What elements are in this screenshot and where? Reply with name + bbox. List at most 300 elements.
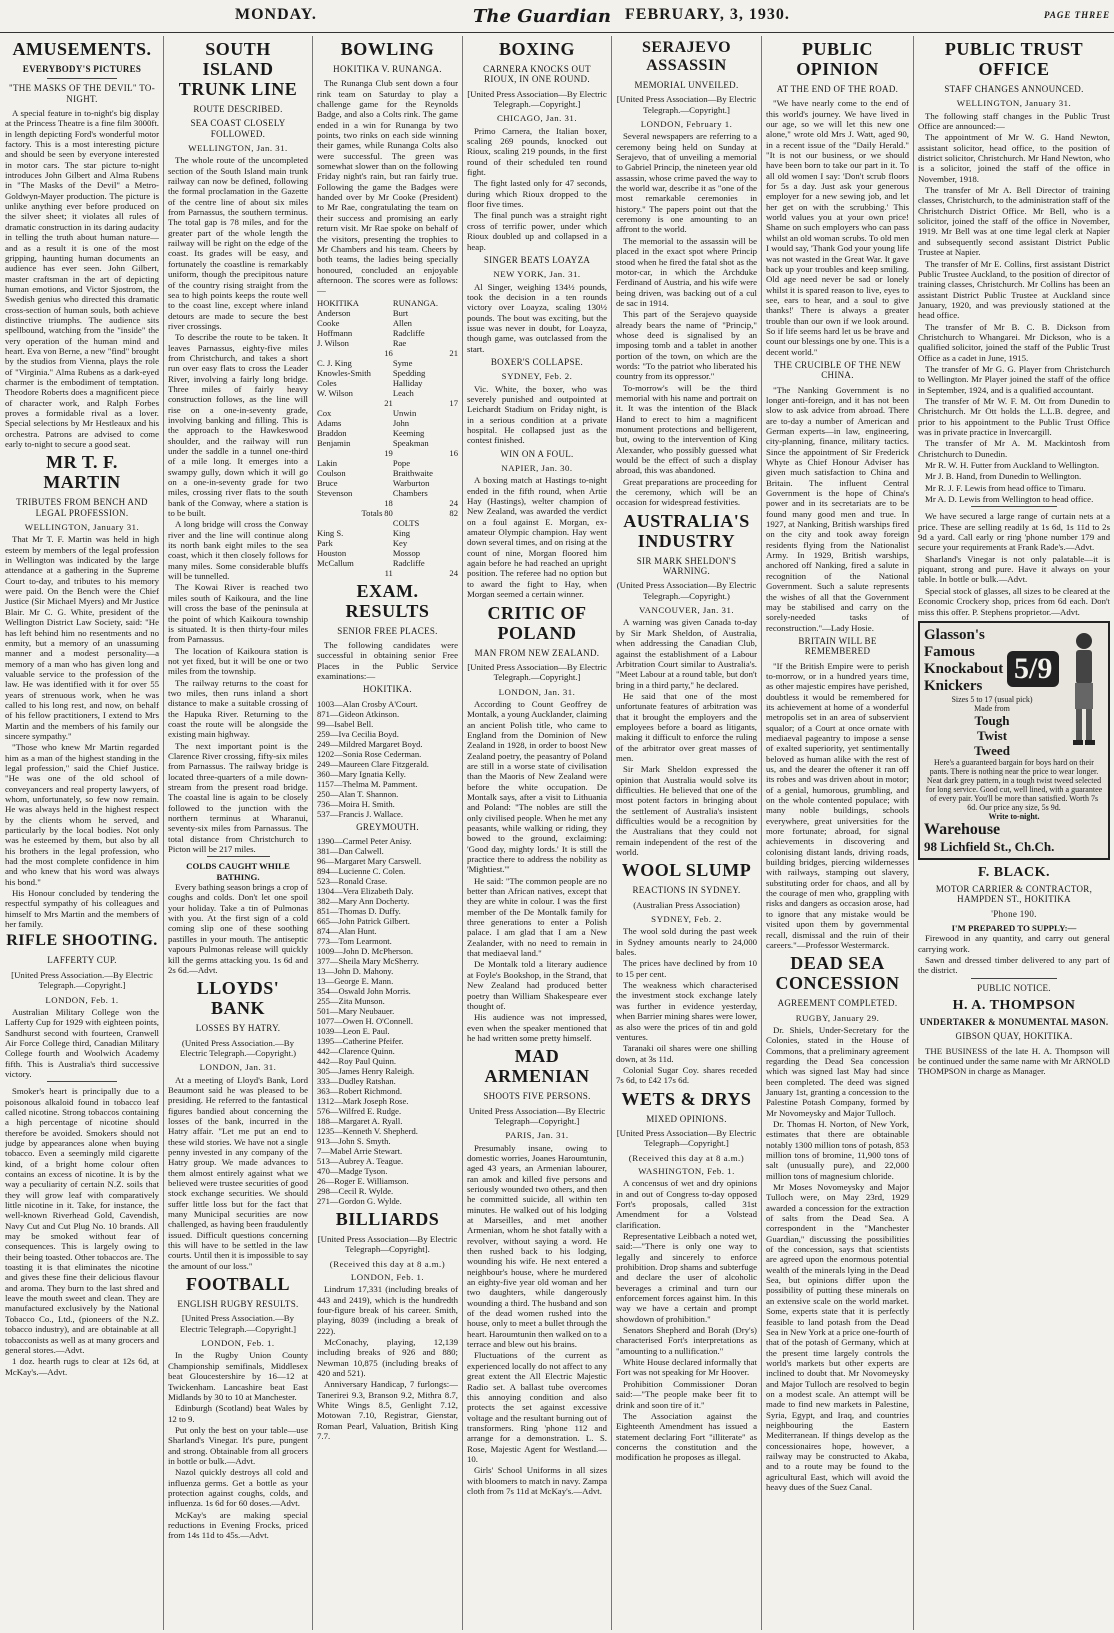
bowling-subheading: HOKITIKA V. RUNANGA. bbox=[333, 64, 442, 74]
exam-hokitika-list bbox=[317, 699, 458, 819]
lloyds-subheading: LOSSES BY HATRY. bbox=[195, 1023, 281, 1034]
amusements-feature: "THE MASKS OF THE DEVIL" TO-NIGHT. bbox=[8, 83, 155, 104]
glasson-sizes: Sizes 5 to 17 (usual pick) bbox=[951, 694, 1033, 704]
candidate-entry: 1390—Carmel Peter Anisy. bbox=[317, 835, 412, 846]
candidate-entry: 1157—Thelma M. Pamment. bbox=[317, 778, 418, 789]
candidate-entry: 249—Maureen Clare Fitzgerald. bbox=[317, 758, 429, 769]
black-body: Sawn and dressed timber delivered to any part of the district. bbox=[918, 954, 1110, 976]
armenian-subheading: SHOOTS FIVE PERSONS. bbox=[483, 1091, 591, 1102]
trust-dateline: WELLINGTON, January 31. bbox=[956, 98, 1072, 109]
wool-body: Colonial Sugar Coy. shares receded 7s 6d, to £42 17s 6d. bbox=[616, 1064, 757, 1086]
divider bbox=[207, 856, 270, 857]
candidate-entry: 360—Mary Ignatia Kelly. bbox=[317, 768, 406, 779]
collapse-dateline: SYDNEY, Feb. 2. bbox=[501, 371, 573, 382]
lloyds-body: At a meeting of Lloyd's Bank, Lord Beaumont said he was pleased to be presiding. He referred to the fantastical figures bandied about concerning the losses of the bank, incurred in the Hatry affair. "Let me put an end to these wild stories. We have not a single penny invested in any company of the Hatry group. We made advances to them almost entirely against what we believed were trustee securities of good stock exchange securities. We should suffer little loss but for the fact that many Municipal securities are now challenged, as having been fraudulently issued. Difficult questions concerning this will have to be settled in the law courts. Until then it is impossible to say the amount of our loss." bbox=[168, 1074, 308, 1271]
candidate-entry: 851—Thomas D. Duffy. bbox=[317, 905, 401, 916]
foul-heading: WIN ON A FOUL. bbox=[500, 448, 574, 459]
wets-body: The Association against the Eighteenth Amendment has issued a statement declaring Fort "illiterate" as concerns the constitution and the modification he proposes as illegal. bbox=[616, 1410, 757, 1463]
martin-body: That Mr T. F. Martin was held in high esteem by members of the legal profession in Wellington was indicated by the large attendance at a gathering in the Supreme Court to-day, and tributes to his memory were paid. On the Bench were the Chief Justice (Sir Michael Myers) and Mr Justice Blair. Mr C. G. White, president of the Wellington District Law Society, said: "He has left behind him no resentments and no enmity, but a memory of an unassuming manner and a modest personality—a memory of a man who has given long and valuable service to the profession of the law. He was identified with it for over 55 years of strenuous work, when he was called to his long rest, and now, on behalf of his fellow practitioners, I extend to Mrs Martin and the members of his family our sincere sympathy." bbox=[5, 534, 159, 741]
player-name: Cooke bbox=[317, 317, 340, 328]
amusements-body: A special feature in to-night's big display at the Princess Theatre is a fine film 3000ft. in length depicting Ford's wonderful motor factory. This is a most interesting picture and should be seen by everyone interested in motor cars. The star picture to-night introduces John Gilbert and Alma Rubens in "The Masks of the Devil" a Metro-Goldwyn-Mayer production. The picture is unlike anything ever before produced on the silver sheet; it violates all rules of dramatic construction in its daring audacity in telling the truth about human nature—and as a result it is one of the most gripping, haunting human documents an audience has ever seen. John Gilbert, master craftsman in the art of depicting human emotions, and Victor Sjostrom, the Swedish genius who directed this dramatic cross-section of human souls, both achieve distinctive triumphs. The audience sits spellbound, watching from the "inside" the very operation of the human mind and heart. Eva von Berne, a new "find" brought by the studios from Vienna, plays the role of "Virginia." Alma Rubens as a dark-eyed charmer is the embodiment of temptation. Theodore Roberts does a magnificent piece of character work, and Ralph Forbes proves a formidable rival as a lover. Special selections by Mr Hestleaux and his orchestra. Patrons are advised to come early to-night to secure a good seat. bbox=[5, 108, 159, 450]
masthead-page: PAGE THREE bbox=[1044, 10, 1111, 20]
collapse-heading: BOXER'S COLLAPSE. bbox=[490, 356, 584, 367]
boxing-heading: BOXING bbox=[498, 39, 575, 59]
player-name: Knowles-Smith bbox=[317, 367, 371, 378]
column-4 bbox=[467, 36, 607, 1630]
glasson-warehouse: Warehouse bbox=[924, 820, 1001, 838]
column-3 bbox=[317, 36, 458, 1630]
candidate-entry: 255—Zita Munson. bbox=[317, 995, 385, 1006]
column-rule bbox=[312, 36, 313, 1630]
column-rule bbox=[761, 36, 762, 1630]
glasson-tweed: Tweed bbox=[974, 742, 1010, 758]
trunk-body: The location of Kaikoura station is not yet fixed, but it will be one or two miles from the township. bbox=[168, 645, 308, 677]
trunk-body: The railway returns to the coast for two miles, then runs inland a short distance to make a suitable crossing of the Hapuka River. Returning to the coast the route will be alongside the existing main highway. bbox=[168, 677, 308, 740]
trust-subheading: STAFF CHANGES ANNOUNCED. bbox=[944, 84, 1084, 94]
rink-score: 16 bbox=[384, 347, 393, 358]
glasson-blurb: Here's a guaranteed bargain for boys hard on their pants. There is nothing near the price to wear longer. Neat dark grey pattern, in a tough twist tweed selected for long service. Good cut, well lined, with a guarantee of every pair. You'll be more than satisfied. Worth 7s 6d. Our price any size, 5s 9d. bbox=[925, 757, 1103, 812]
candidate-entry: 333—Dudley Ratshan. bbox=[317, 1075, 396, 1086]
wets-body: White House declared informally that Fort was not speaking for Mr Hoover. bbox=[616, 1357, 757, 1378]
trust-heading: PUBLIC TRUST OFFICE bbox=[944, 39, 1084, 79]
colts-score: 24 bbox=[449, 567, 458, 578]
deadsea-body: Mr Moses Novomeysky and Major Tulloch were, on May 23rd, 1929 awarded a concession for the extraction of salts from the Dead Sea. A correspondent in the "Manchester Guardian," discussing the possibilities of the concession, says that scientists are agreed upon the enormous potential wealth of the minerals lying in the Dead Sea, but opinions differ upon the possibility of putting these minerals on an extensive scale on the world market. Some, experts state that it is perfectly feasible to land potash from the Dead Sea in New York at a price one-fourth of that of the potash of Germany, which at the present time largely controls the world's markets but other experts are inclined to doubt that. Mr Novomeysky and Major Tulloch are resolved to begin on a modest scale. An attempt will be made to find new markets in Palestine, Syria, Egypt, and Iraq, and countries neighbouring the Eastern Mediterranean. If things develop as the concessionaires hope, however, a railway may be constructed to Akaba, and to a route may be found to the agricultural East, which will avoid the heavy dues of the Suez Canal. bbox=[766, 1182, 909, 1492]
vinegar-advert: Sharland's Vinegar is not only palatable—it is piquant, strong and pure. Have it always on your table. In bottle or bulk.—Advt. bbox=[918, 553, 1110, 585]
player-name: Coulson bbox=[317, 467, 346, 478]
trunk-body: The next important point is the Clarence River crossing, fifty-six miles from Parnassus. The railway bridge is located three-quarters of a mile down-stream from the present road bridge. The coastal line is again to be closely followed to the junction with the northern terminus at Wharanui, seventy-six miles from Parnassus. The total distance from Christchurch to Picton will be 217 miles. bbox=[168, 740, 308, 855]
player-name: Unwin bbox=[392, 407, 417, 418]
candidate-entry: 773—Tom Learmont. bbox=[317, 935, 392, 946]
trunk-subheading: ROUTE DESCRIBED. bbox=[193, 104, 283, 114]
glasson-write: Write to-night. bbox=[988, 811, 1040, 821]
sarajevo-assoc: [United Press Association—By Electric Telegraph.—Copyright.] bbox=[616, 94, 757, 115]
wool-body: The wool sold during the past week in Sydney amounts nearly to 24,000 bales. bbox=[616, 926, 757, 958]
amusements-subheading: EVERYBODY'S PICTURES bbox=[22, 64, 142, 74]
trust-body: Mr J. B. Hand, from Dunedin to Wellington. bbox=[925, 471, 1082, 482]
trust-body: The transfer of Mr E. Collins, first assistant District Public Trustee Auckland, to the position of director of training classes, Christchurch. Mr Collins has been an assistant District Public Trustee at Auckland since January, 1920, and was previously stationed at the head office. bbox=[918, 258, 1110, 321]
wets-heading: WETS & DRYS bbox=[621, 1088, 752, 1109]
boy-illustration bbox=[1064, 627, 1104, 752]
opinion-body: "We have nearly come to the end of this world's journey. We have lived in our age, so we will let this new one alone," wrote old Mrs J. Watt, aged 90, in a recent issue of the "Daily Herald." "It is not our business, or we should have been born to take our part in it. To all old women I say: 'Don't scrub floors for 5s a day. Just ask your generous employer for a new sewing job, and let her get on with the scrubbing.' This world values you at your own price! Shame on such employers who can pass whilst an old woman scrubs. To old men I would say, 'Thank God your young life was not wasted in the Great War. It gave back up your troubles and keep smiling. Old age need never be sad or lonely whilst it is spared reason to live, eyes to see, ears to hear, and a soul to give thanks!' There is always a greater trouble than our own if we look around. So if life seems hard let us be brave and count our blessings one by one. This is a decent world." bbox=[766, 98, 909, 357]
column-1 bbox=[5, 36, 159, 1630]
sarajevo-body: Great preparations are proceeding for the ceremony, which will be an occasion for widespread festivities. bbox=[616, 476, 757, 508]
black-title: MOTOR CARRIER & CONTRACTOR, HAMPDEN ST., HOKITIKA bbox=[935, 883, 1093, 905]
australia-body: A warning was given Canada to-day by Sir Mark Sheldon, of Australia, when addressing the Canadian Club, against the establishment of a Labour Arbitration Court similar to Australia's. "Meet Labour at a round table, but don't bring in a third party," he declared. bbox=[616, 617, 757, 690]
australia-body: He said that one of the most unfortunate features of arbitration was that it brought the employers and the employees before a board as litigants, making it difficult to enforce the ruling of the arbitrator over great masses of men. bbox=[616, 690, 757, 763]
player-name: John bbox=[392, 417, 410, 428]
martin-subheading: TRIBUTES FROM BENCH AND LEGAL PROFESSION. bbox=[16, 497, 148, 518]
rink-score: 17 bbox=[449, 397, 458, 408]
black-body: Firewood in any quantity, and carry out general carrying work. bbox=[918, 933, 1110, 954]
rifle-dateline: LONDON, Feb. 1. bbox=[45, 994, 119, 1005]
candidate-entry: 736—Moira H. Smith. bbox=[317, 798, 395, 809]
player-name: Stevenson bbox=[317, 487, 353, 498]
radio-advert: Fluctuations of the current as experienced locally do not affect to any great extent the All Electric Majestic Radio set. A ballast tube overcomes this annoying condition and also protects the set against excessive voltage and the resultant burning out of transformers. Ring 'phone 112 and arrange for a demonstration. L. S. Rose, Majestic Agent for Westland.—10. bbox=[467, 1350, 607, 1464]
australia-assoc: (United Press Association—By Electric Telegraph.—Copyright.) bbox=[616, 580, 757, 601]
candidate-entry: 250—Alan T. Shannon. bbox=[317, 788, 399, 799]
amusements-heading: AMUSEMENTS. bbox=[12, 39, 152, 59]
player-name: King S. bbox=[317, 527, 344, 538]
australia-subheading: SIR MARK SHELDON'S WARNING. bbox=[636, 555, 737, 577]
rifle-heading: RIFLE SHOOTING. bbox=[6, 932, 158, 950]
exam-greymouth-label: GREYMOUTH. bbox=[356, 821, 419, 832]
trust-body: Mr R. W. H. Futter from Auckland to Wellington. bbox=[925, 460, 1100, 471]
player-name: Braithwaite bbox=[392, 467, 433, 478]
colts-label: COLTS bbox=[392, 517, 420, 528]
wets-body: Prohibition Commissioner Doran said:—"The people make beer fit to drink and soon tire of it." bbox=[616, 1378, 757, 1410]
wets-dateline: WASHINGTON, Feb. 1. bbox=[638, 1165, 735, 1176]
player-name: J. Wilson bbox=[317, 337, 349, 348]
trust-body: The transfer of Mr W. F. M. Ott from Dunedin to Christchurch. Mr Ott holds the L.L.B. degree, and prior to his appointment to the Public Trust Office was in private practice in Invercargill. bbox=[918, 395, 1110, 437]
player-name: Coles bbox=[317, 377, 337, 388]
column-7 bbox=[918, 36, 1110, 1630]
deadsea-dateline: RUGBY, January 29. bbox=[795, 1012, 880, 1023]
armenian-dateline: PARIS, Jan. 31. bbox=[505, 1130, 569, 1141]
glasson-twist: Twist bbox=[976, 727, 1008, 743]
lloyds-heading: LLOYDS' BANK bbox=[196, 978, 280, 1019]
trunk-body: To describe the route to be taken. It leaves Parnassus, eighty-five miles from Christchurch, and takes a short run over easy flats to cross the Leader River, involving a fairly long bridge. Three miles of fairly heavy construction follows, as the line will rise on a one-in-seventy grade, involving banking and filling. This is the approach to the Hawkeswood shoulder, and the railway will run under the saddle in a tunnel one-third of a mile long. It emerges into a swampy gully, down which it will go on a one-in-seventy grade for two miles, crossing river flats to the south bank of the Conway, where a station is to be built. bbox=[168, 332, 308, 519]
singer-body: Al Singer, weighing 134½ pounds, took the decision in a ten rounds victory over Loayza, scaling 130½ pounds. The bout was exciting, but the issue was never in doubt, for Loayza, though game, was outclassed from the start. bbox=[467, 281, 607, 354]
glasson-price: 5/9 bbox=[1007, 651, 1059, 687]
divider bbox=[47, 78, 116, 79]
player-name: Adams bbox=[317, 417, 342, 428]
wool-assoc: (Australian Press Association) bbox=[633, 899, 740, 910]
trunk-dateline: WELLINGTON, Jan. 31. bbox=[188, 143, 288, 154]
rink-score: 16 bbox=[449, 447, 458, 458]
wool-subheading: REACTIONS IN SYDNEY. bbox=[632, 885, 741, 896]
wool-heading: WOOL SLUMP bbox=[621, 860, 752, 881]
collapse-body: Vic. White, the boxer, who was severely punished and outpointed at Leichardt Stadium on Friday night, is in a serious condition at a private hospital. He collapsed just as the contest finished. bbox=[467, 383, 607, 446]
nazol-advert: Nazol quickly destroys all cold and influenza germs. Get a bottle as your protection against coughs, colds, and influenza. 1s 6d for 60 doses.—Advt. bbox=[168, 1467, 308, 1509]
candidate-entry: 1312—Mark Joseph Rose. bbox=[317, 1095, 409, 1106]
exam-greymouth-list bbox=[317, 836, 458, 1206]
armenian-body: Presumably insane, owing to domestic worries, Joanes Haroumtunin, aged 43 years, an Armenian labourer, ran amok and killed five persons and seriously wounded two others, and then he committed suicide, all within ten minutes. He walked out of his lodging at Marseilles, and met another Armenian, whom he shot fatally with a revolver, without saying a word. He then rushed back to his lodging, wounding his wife. He next entered a neighbour's house, where he murdered an eighty-five year old woman and her two daughters, while dangerously wounding a third. The husband and son of the dead women rushed into the house, only to meet a bullet through the heart. Haroumtunin then walked on to a terrace and blew out his brains. bbox=[467, 1142, 607, 1350]
martin-body: His Honour concluded by tendering the respectful sympathy of his colleagues and himself to Mrs Martin and the members of her family. bbox=[5, 888, 159, 930]
candidate-entry: 26—Roger E. Williamson. bbox=[317, 1175, 409, 1186]
candidate-entry: 1009—John D. McPherson. bbox=[317, 945, 413, 956]
candidate-entry: 537—Francis J. Wallace. bbox=[317, 808, 404, 819]
column-6 bbox=[766, 36, 909, 1630]
lloyds-dateline: LONDON, Jan. 31. bbox=[199, 1062, 277, 1073]
player-name: Rae bbox=[392, 337, 407, 348]
masthead-date: FEBRUARY, 3, 1930. bbox=[625, 6, 790, 23]
poland-body: De Montalk told a literary audience at Foyle's Bookshop, in the Strand, that New Zealand had produced better poetry than William Shakespeare ever thought of. bbox=[467, 959, 607, 1011]
candidate-entry: 442—Clarence Quinn. bbox=[317, 1045, 395, 1056]
crucible-body: "The Nanking Government is no longer anti-foreign, and it has not been slow to ask advice from abroad. There are to-day a number of American and German experts—in law, engineering, city-planning, finance, military tactics. Since the appointment of Sir Frederick Whyte as Chief Honour Adviser has given much satisfaction to China and Britain. The influent Central Government is the hope of China's power and in its secretariats are to be found many good men and true. In 1927, at Nanking, British warships fired on the city and took away foreign residents flying from the Nationalist Army. In 1929, British warships, anchored off Nanking, fired a salute in recognition of the National Government. Such a salute represents the wishes of all that the Government may be stabilised and carry on the sorely-needed tasks of reconstruction."—Lady Hosie. bbox=[766, 384, 909, 633]
martin-body: "Those who knew Mr Martin regarded him as a man of the highest standing in the legal profession," said the Chief Justice. "He was one of the old school of conveyancers and real property lawyers, of whom, unfortunately, so few now remain. He was always held in the highest respect by the clients whom he served, and particularly by the local bodies. Not only was he esteemed by them, but also by all his brothers in the legal profession, who had the most complete confidence in him and who knew that his word was always his bond." bbox=[5, 742, 159, 887]
wets-body: Senators Shepherd and Borah (Dry's) characterised Fort's interpretations as "amounting to a nullification." bbox=[616, 1325, 757, 1356]
billiards-body: Lindrum 17,331 (including breaks of 443 and 2419), which is the hundredth four-figure break of his career. Smith, playing, 8039 (including a break of 222). bbox=[317, 1284, 458, 1336]
column-rule bbox=[462, 36, 463, 1630]
trunk-body: The Kowai River is reached two miles south of Kaikoura, and the line will cross the base of the peninsula at the point of which Kaikoura township is situated. It is then thirty-four miles from Parnassus. bbox=[168, 582, 308, 645]
bowling-heading: BOWLING bbox=[340, 39, 435, 59]
candidate-entry: 523—Ronald Crase. bbox=[317, 875, 388, 886]
candidate-entry: 1039—Leon E. Paul. bbox=[317, 1025, 390, 1036]
deadsea-body: Dr. Shiels, Under-Secretary for the Colonies, stated in the House of Commons, that a preliminary agreement regarding the Dead Sea concession which was signed last May had since been completed. The deed was signed January 1st, granting a concession to the Palestine Potash Company, formed by Mr Novomeysky and Major Tulloch. bbox=[766, 1024, 909, 1118]
trust-body: Mr R. J. F. Lewis from head office to Timaru. bbox=[925, 482, 1086, 493]
player-name: Spedding bbox=[392, 367, 426, 378]
trunk-heading: SOUTH ISLAND TRUNK LINE bbox=[178, 39, 298, 99]
exam-hokitika-label: HOKITIKA. bbox=[363, 684, 412, 695]
sarajevo-body: The memorial to the assassin will be placed in the exact spot where Princip stood when he fired the fatal shot as the motor-car, in which the Archduke Ferdinand of Austria, and his wife were being driven, was backing out of a cul de sac in 1914. bbox=[616, 235, 757, 308]
rifle-assoc: [United Press Association.—By Electric Telegraph.—Copyright.] bbox=[11, 969, 153, 991]
boxing-subheading: CARNERA KNOCKS OUT RIOUX, IN ONE ROUND. bbox=[483, 64, 591, 85]
football-assoc: [United Press Association.—By Electric Telegraph.—Copyright.] bbox=[179, 1313, 297, 1334]
candidate-entry: 188—Margaret A. Ryall. bbox=[317, 1115, 403, 1126]
black-prepared: I'M PREPARED TO SUPPLY:— bbox=[951, 922, 1077, 933]
armenian-heading: MAD ARMENIAN bbox=[484, 1046, 590, 1087]
trust-body: The appointment of Mr W. G. Hand Newton, assistant solicitor, head office, to the position of district solicitor, Christchurch. Mr Hand Newton, who is a solicitor, joined the staff of the office in November, 1918. bbox=[918, 132, 1110, 184]
football-body: In the Rugby Union County Championship semifinals, Middlesex beat Gloucestershire by 16—12 at Twickenham. Lancashire beat East Midlands by 30 to 10 at Manchester. bbox=[168, 1350, 308, 1402]
billiards-received: (Received this day at 8 a.m.) bbox=[329, 1258, 446, 1269]
player-name: Mossop bbox=[392, 547, 421, 558]
masthead-day: MONDAY. bbox=[235, 6, 317, 23]
column-rule bbox=[611, 36, 612, 1630]
wets-received: (Received this day at 8 a.m.) bbox=[628, 1152, 745, 1163]
candidate-entry: 1003—Alan Crosby A'Court. bbox=[317, 698, 418, 709]
masthead-title: The Guardian bbox=[473, 6, 611, 27]
glasses-advert: Special stock of glasses, all sizes to be cleared at the Economic Crockery shop, prices from 6d each. Don't miss this offer. P. Stephens proprietor.—Advt. bbox=[918, 585, 1110, 617]
candidate-entry: 513—Aubrey A. Teague. bbox=[317, 1155, 404, 1166]
masthead bbox=[0, 0, 1114, 33]
billiards-body: McConachy, playing, 12,139 including breaks of 926 and 880; Newman 10,875 (including breaks of 420 and 521). bbox=[317, 1337, 458, 1379]
sarajevo-body: To-morrow's will be the third memorial with his name and portrait on it. It was the intention of the Black Hand to erect to him a magnificent monument protections and belligerent, but, owing to the intervention of King Alexander, who possibly guessed what would be the effect of such a display abroad, this was abandoned. bbox=[616, 382, 757, 476]
boxing-dateline: CHICAGO, Jan. 31. bbox=[496, 113, 578, 124]
candidate-entry: 354—Oswald John Morris. bbox=[317, 985, 411, 996]
candidate-entry: 1077—Owen H. O'Connell. bbox=[317, 1015, 414, 1026]
player-name: Houston bbox=[317, 547, 347, 558]
player-name: Lakin bbox=[317, 457, 338, 468]
black-name: F. BLACK. bbox=[977, 864, 1051, 880]
australia-heading: AUSTRALIA'S INDUSTRY bbox=[623, 510, 750, 551]
trunk-body: The whole route of the uncompleted section of the South Island main trunk railway can now be defined, following the formal proclamation in the Gazette of the centre line of about six miles from Parnassus, the southern terminus. The total gap is 78 miles, and for the greater part of the whole length the railway will be right on the edge of the coast. Its grades will be easy, and fortunately the coastline is remarkably uniform, though the precipitous nature of the country rising straight from the sea to high points keeps the route well to the coast line, except where inland detours are made to secure the best river crossings. bbox=[168, 155, 308, 331]
foul-body: A boxing match at Hastings to-night ended in the fifth round, when Artie Hay (Hastings), welter champion of New Zealand, was awarded the verdict on a foul against E. Morgan, ex-amateur Olympic champion. Hay went down several times, and on rising at the count of nine, Morgan floored him again before he had reached an upright position. The referee had no option but to award the fight to Hay, when Morgan seemed a certain winner. bbox=[467, 475, 607, 600]
player-name: Leach bbox=[392, 387, 414, 398]
wets-body: Representative Leibbach a noted wet, said:—"There is only one way to legally and sincerely to enforce prohibition. Drop shams and subterfuge and declare the user of alcoholic beverages a criminal and turn our enforcement forces against him. In this way we have a certain and prompt showdown of prohibition." bbox=[616, 1231, 757, 1324]
britain-heading: BRITAIN WILL BE REMEMBERED bbox=[798, 635, 877, 657]
football-subheading: ENGLISH RUGBY RESULTS. bbox=[177, 1299, 299, 1310]
player-name: Speakman bbox=[392, 437, 429, 448]
wool-body: Taranaki oil shares were one shilling down, at 3s 11d. bbox=[616, 1043, 757, 1064]
column-rule bbox=[163, 36, 164, 1630]
uniform-advert: Girls' School Uniforms in all sizes with bloomers to match in navy. Zampa cloth from 7s 11d at McKay's.—Advt. bbox=[467, 1465, 607, 1496]
column-2 bbox=[168, 36, 308, 1630]
wets-assoc: [United Press Association—By Electric Telegraph—Copyright.] bbox=[616, 1127, 757, 1149]
trunk-body: A long bridge will cross the Conway river and the line will continue along its north bank eight miles to the sea coast, which it then closely follows for many miles. Some considerable bluffs will be tunnelled. bbox=[168, 519, 308, 582]
poland-body: His audience was not impressed, even when the speaker mentioned that he had written some pretty himself. bbox=[467, 1012, 607, 1043]
poland-dateline: LONDON, Jan. 31. bbox=[498, 686, 576, 697]
player-name: Key bbox=[392, 537, 408, 548]
sarajevo-heading: SERAJEVO ASSASSIN bbox=[641, 39, 732, 74]
vinegar-advert: Put only the best on your table—use Sharland's Vinegar. It's pure, pungent and strong. Obtainable from all grocers in bottle or bulk.—Advt. bbox=[168, 1424, 308, 1466]
mckays-advert: McKay's are making special reductions in Evening Frocks, priced from 14s 11d to 45s.—Advt. bbox=[168, 1509, 308, 1541]
trust-body: The following staff changes in the Public Trust Office are announced:— bbox=[918, 110, 1110, 132]
player-name: Allen bbox=[392, 317, 412, 328]
candidate-entry: 13—John D. Mahony. bbox=[317, 965, 394, 976]
candidate-entry: 99—Isabel Bell. bbox=[317, 718, 374, 729]
smokers-advert: Smoker's heart is principally due to a poisonous alkaloid found in tobacco leaf called nicotine. Strong tobaccos containing a high percentage of nicotine should therefore be avoided. Smokers should not judge by appearances alone when buying tobacco. Even a seemingly mild cigarette kind, of a bright home colour often contains an excess of nicotine. It is by the way a peculiarity of certain N.Z. soils that they will grow leaf with comparatively little nicotine in it. Take, for instance, the well-known Riverhead Gold, Cavendish, Navy Cut and Cut Plug No. 10 brands. All may be smoked without fear of consequences. This is largely owing to their being toasted. Other tobaccos are. The toasting it is that eliminates the nicotine and gives these fine their delicious flavour and aroma. They burn to the last shred and leave the mouth sweet and clean. They are manufactured exclusively by the National Tobacco Co., Ltd., (pioneers of the N.Z. tobacco industry), and are obtainable at all tobacconists as well as at many grocers and general stores.—Advt. bbox=[5, 1086, 159, 1355]
team-a-header: HOKITIKA bbox=[317, 297, 360, 308]
boxing-body: The final punch was a straight right cross of terrific power, under which Rioux doubled up and collapsed in a heap. bbox=[467, 210, 607, 252]
opinion-subheading: AT THE END OF THE ROAD. bbox=[776, 84, 899, 94]
singer-dateline: NEW YORK, Jan. 31. bbox=[493, 269, 581, 280]
football-heading: FOOTBALL bbox=[185, 1274, 291, 1295]
candidate-entry: 501—Mary Neubauer. bbox=[317, 1005, 395, 1016]
candidate-entry: 249—Mildred Margaret Boyd. bbox=[317, 738, 423, 749]
trust-body: Mr A. D. Lewis from Wellington to head office. bbox=[925, 494, 1094, 505]
black-phone: 'Phone 190. bbox=[991, 908, 1037, 919]
australia-body: Sir Mark Sheldon expressed the opinion that Australia would solve its difficulties. He believed that one of the most potent factors in bringing about the settlement of Australia's insistent difficulties would be a recognition by the Australians that they could not remain independent of the rest of the world. bbox=[616, 764, 757, 858]
totals-label: Totals bbox=[361, 507, 383, 518]
sarajevo-dateline: LONDON, February 1. bbox=[640, 119, 733, 130]
exam-heading: EXAM. RESULTS bbox=[345, 580, 430, 621]
candidate-entry: 382—Mary Ann Docherty. bbox=[317, 895, 410, 906]
sarajevo-subheading: MEMORIAL UNVEILED. bbox=[634, 80, 739, 90]
rink-score: 18 bbox=[384, 497, 393, 508]
player-name: Warburton bbox=[392, 477, 430, 488]
player-name: Halliday bbox=[392, 377, 423, 388]
candidate-entry: 1304—Vera Elizabeth Daly. bbox=[317, 885, 414, 896]
divider bbox=[47, 1081, 116, 1082]
candidate-entry: 1235—Kenneth V. Shepherd. bbox=[317, 1125, 418, 1136]
exam-subheading: SENIOR FREE PLACES. bbox=[337, 625, 438, 636]
candidate-entry: 363—Robert Richmond. bbox=[317, 1085, 402, 1096]
candidate-entry: 576—Wilfred E. Rudge. bbox=[317, 1105, 402, 1116]
poland-assoc: [United Press Association—By Electric Telegraph.—Copyright.] bbox=[467, 661, 607, 683]
column-rule bbox=[913, 36, 914, 1630]
football-body: Edinburgh (Scotland) beat Wales by 12 to 9. bbox=[168, 1403, 308, 1424]
trust-body: The transfer of Mr G. G. Player from Christchurch to Wellington. Mr Player joined the staff of the office in September, 1924, and is a qualified accountant. bbox=[918, 363, 1110, 395]
australia-dateline: VANCOUVER, Jan. 31. bbox=[638, 605, 735, 616]
sarajevo-body: Several newspapers are referring to a ceremony being held on Sunday at Serajevo, that of unveiling a memorial to Gabriel Princip, the nineteen year old assassin, whose crime paved the way to the world war, describe it as "one of the most remarkable ceremonies in history." The papers point out that the ceremony is one amounting to an affront to the world. bbox=[616, 131, 757, 235]
glasson-address: 98 Lichfield St., Ch.Ch. bbox=[924, 838, 1055, 854]
deadsea-body: Dr. Thomas H. Norton, of New York, estimates that there are obtainable notably 1300 million tons of potash, 853 million tons of bromine, 11,900 tons of salt (unusually pure), and 22,000 million tons of magnesium chloride. bbox=[766, 1118, 909, 1181]
candidate-entry: 665—John Patrick Gilbert. bbox=[317, 915, 410, 926]
trust-body: The transfer of Mr B. C. B. Dickson from Christchurch to Whangarei. Mr Dickson, who is a qualified solicitor, joined the staff of the Public Trust Office as a cadet in June, 1915. bbox=[918, 321, 1110, 363]
singer-heading: SINGER BEATS LOAYZA bbox=[483, 254, 591, 265]
wool-body: The prices have declined by from 10 to 15 per cent. bbox=[616, 958, 757, 979]
candidate-entry: 1395—Catherine Pfeifer. bbox=[317, 1035, 404, 1046]
player-name: King bbox=[392, 527, 411, 538]
exam-body: The following candidates were successful in obtaining senior Free Places in the Public Service examinations:— bbox=[317, 639, 458, 681]
glasson-line-1: Famous bbox=[924, 643, 975, 660]
britain-body: "If the British Empire were to perish to-morrow, or in a hundred years time, as other majestic empires have perished, doubtless it would be remembered for its achievement at home of a wonderful metropolis set in an area of subservient squalor; of a Court at once ornate with mediaeval pageantry to impose a sense of exalted superiority, yet sentimentally beloved as human alike with the rest of us, and the dearer the oftener it ran off its robes and was driven about in motor; of a genial, humorous, grumbling, and on the whole contented populace; with many noble buildings, schools everywhere, great universities for the more fortunate; abroad, for signal achievements in discovering and colonising distant lands, driving roads, building bridges, piercing wildernesses with railways, stamping out slavery, substituting order for chaos, and all by the courage of men who, grappling with risks and dangers as occasion arose, had to ignore that any mistake would be visited upon them by governmental recall, dismissal and the ruin of their careers."—Professor Westermarck. bbox=[766, 660, 909, 950]
foul-dateline: NAPIER, Jan. 30. bbox=[501, 463, 573, 474]
crucible-heading: THE CRUCIBLE OF THE NEW CHINA. bbox=[773, 359, 902, 381]
candidate-entry: 298—Cecil R. Wylde. bbox=[317, 1185, 394, 1196]
player-name: Cox bbox=[317, 407, 332, 418]
martin-dateline: WELLINGTON, January 31. bbox=[24, 522, 140, 533]
colds-advert: Every bathing season brings a crop of coughs and colds. Don't let one spoil your holiday. Take a tin of Pulmonas with you. At the first sign of a cold coming slip one of these soothing pastilles in your mouth. The antiseptic vapours Pulmonas release will quickly kill the germs attacking you. 1s 6d and 2s 6d.—Advt. bbox=[168, 882, 308, 975]
armenian-assoc: United Press Association—By Electric Telegraph—Copyright.] bbox=[468, 1105, 606, 1126]
total-score: 80 bbox=[384, 507, 393, 518]
wets-subheading: MIXED OPINIONS. bbox=[646, 1113, 727, 1124]
rink-score: 21 bbox=[449, 347, 458, 358]
candidate-entry: 377—Sheila Mary McSherry. bbox=[317, 955, 419, 966]
trust-body: The transfer of Mr A. Bell Director of training classes, Christchurch, to the administration staff of the Christchurch District Office. Mr Bell, who is a solicitor, joined the staff of the office in November, 1919. Mr Bell was at one time legal clerk at Napier and subsequently second assistant District Public Trustee at Napier. bbox=[918, 185, 1110, 258]
player-name: Bruce bbox=[317, 477, 338, 488]
player-name: Keeming bbox=[392, 427, 425, 438]
player-name: Burt bbox=[392, 307, 409, 318]
candidate-entry: 894—Lucienne C. Colen. bbox=[317, 865, 406, 876]
candidate-entry: 913—John S. Smyth. bbox=[317, 1135, 391, 1146]
candidate-entry: 381—Dan Calwell. bbox=[317, 845, 384, 856]
boy-figure-icon bbox=[1064, 627, 1104, 752]
martin-heading: MR T. F. MARTIN bbox=[43, 452, 121, 493]
candidate-entry: 305—James Henry Raleigh. bbox=[317, 1065, 415, 1076]
candidate-entry: 13—George E. Mann. bbox=[317, 975, 394, 986]
player-name: Radcliffe bbox=[392, 557, 425, 568]
team-b-header: RUNANGA. bbox=[392, 297, 438, 308]
trust-body: The transfer of Mr A. M. Mackintosh from Christchurch to Dunedin. bbox=[918, 438, 1110, 459]
rink-score: 19 bbox=[384, 447, 393, 458]
player-name: Chambers bbox=[392, 487, 428, 498]
player-name: C. J. King bbox=[317, 357, 352, 368]
sarajevo-body: This part of the Serajevo quayside already bears the name of "Princip," whose deed is signalised by an imposing tomb and a tablet in another portion of the town, on which are the words: "To the patriot who liberated his country from its oppressor." bbox=[616, 309, 757, 382]
boxing-assoc: [United Press Association—By Electric Telegraph.—Copyright.] bbox=[467, 88, 607, 110]
billiards-assoc: [United Press Association—By Electric Telegraph—Copyright]. bbox=[317, 1233, 458, 1255]
poland-heading: CRITIC OF POLAND bbox=[487, 602, 587, 643]
poland-body: According to Count Geoffrey de Montalk, a young Aucklander, claiming an ancient Polish title, who came to England from the Dominion of New Zealand in 1928, in order to boost New Zealand poetry, the peasantry of Poland are still in a worse state of civilisation than the Maoris of New Zealand were before the white occupation. De Montalk says, after a visit to Lithuania and Poland: "The nobles are still the only civilised people. When he met any peasants, while walking or riding, they bowed to the ground, exclaiming: 'Good day, mighty lords.' It is still the practice there to address the nobility as 'Mightiest.'" bbox=[467, 698, 607, 875]
candidate-entry: 442—Roy Paul Quinn. bbox=[317, 1055, 397, 1066]
glasson-made: Made from bbox=[974, 703, 1010, 713]
wool-dateline: SYDNEY, Feb. 2. bbox=[651, 914, 722, 925]
bowling-body: The Runanga Club sent down a four rink team on Saturday to play a challenge game for the Reynolds Badge, and also a Colts rink. The game ended in a win for Runanga by two points, two rinks on each side winning their games, while Runanga Colts also were successful. The green was somewhat slower than on the following Friday night's rain, but ran fairly true. Following the game the Badges were handed over by Mr Cooke (President) to Mr Rae, congratulating the team on their success and promising an early return visit. Mr Rae spoke on behalf of the visitors, presenting the trophies to Mr Chambers and his team. Cheers by both teams, the ladies being specially honoured, concluded an enjoyable afternoon. The scores were as follows:— bbox=[317, 78, 458, 296]
player-name: Radcliffe bbox=[392, 327, 425, 338]
column-5 bbox=[616, 36, 757, 1630]
thompson-body: THE BUSINESS of the late H. A. Thompson will be continued under the same name with Mr ARNOLD THOMPSON in charge as Manager. bbox=[918, 1045, 1110, 1077]
colds-heading: COLDS CAUGHT WHILE BATHING. bbox=[186, 861, 290, 882]
divider bbox=[971, 978, 1057, 979]
candidate-entry: 871—Gideon Atkinson. bbox=[317, 708, 400, 719]
rink-score: 24 bbox=[449, 497, 458, 508]
handicap-body: Anniversary Handicap, 7 furlongs:—Tanerirei 9.3, Branson 9.2, Mithra 8.7, White Wings 8.5, Genlight 7.12, Motowan 7.10, Registrar, Gienstar, Roman Pearl, Valuation, British King 7.7. bbox=[317, 1379, 458, 1442]
total-score: 82 bbox=[449, 507, 458, 518]
glasson-line-2: Knockabout bbox=[924, 660, 1004, 677]
candidate-entry: 874—Alan Hunt. bbox=[317, 925, 377, 936]
lloyds-assoc: (United Press Association.—By Electric Telegraph.—Copyright.) bbox=[179, 1037, 297, 1058]
candidate-entry: 1202—Sonia Rose Cederman. bbox=[317, 748, 422, 759]
glasson-advert bbox=[918, 621, 1110, 860]
player-name: Benjamin bbox=[317, 437, 351, 448]
poland-subheading: MAN FROM NEW ZEALAND. bbox=[474, 647, 600, 658]
billiards-dateline: LONDON, Feb. 1. bbox=[350, 1272, 425, 1282]
divider bbox=[971, 506, 1057, 507]
candidate-entry: 271—Gordon G. Wylde. bbox=[317, 1195, 402, 1206]
opinion-heading: PUBLIC OPINION bbox=[796, 39, 879, 79]
poland-body: He said: "The common people are no better than African natives, except that they are white in colour. I was the first member of the De Montalk family for three generations to enter a Polish palace. I am glad that I am a New Zealander, with no need to remain in that mediaeval land." bbox=[467, 875, 607, 959]
player-name: Anderson bbox=[317, 307, 351, 318]
hearth-rug-advert: 1 doz. hearth rugs to clear at 12s 6d, at McKay's.—Advt. bbox=[5, 1356, 159, 1377]
deadsea-heading: DEAD SEA CONCESSION bbox=[775, 953, 900, 994]
wets-body: A concensus of wet and dry opinions in and out of Congress to-day opposed Fort's proposals, called 31st Amendment for a Volstead clarification. bbox=[616, 1178, 757, 1230]
colts-score: 11 bbox=[384, 567, 393, 578]
thompson-title: UNDERTAKER & MONUMENTAL MASON. bbox=[919, 1016, 1109, 1027]
deadsea-subheading: AGREEMENT COMPLETED. bbox=[777, 998, 898, 1009]
glasson-tough: Tough bbox=[974, 712, 1010, 728]
wool-body: The weakness which characterised the investment stock exchange lately was further in evidence yesterday, when Barrier mining shares were lower, as also were the prices of tin and gold ventures. bbox=[616, 980, 757, 1042]
player-name: W. Wilson bbox=[317, 387, 353, 398]
rifle-subheading: LAFFERTY CUP. bbox=[47, 955, 117, 966]
rifle-body: Australian Military College won the Lafferty Cup for 1929 with eighteen points, Sandhurst second with fourteen, Cranwell Air Force College third, Canadian Military College fourth and Woolwich Academy fifth. This is Australia's third successive victory. bbox=[5, 1006, 159, 1079]
glasson-line-3: Knickers bbox=[924, 677, 983, 694]
candidate-entry: 7—Mabel Arrie Stewart. bbox=[317, 1145, 403, 1156]
rink-score: 21 bbox=[384, 397, 393, 408]
player-name: McCallum bbox=[317, 557, 354, 568]
player-name: Braddon bbox=[317, 427, 347, 438]
candidate-entry: 259—Iva Cecilia Boyd. bbox=[317, 728, 399, 739]
player-name: Park bbox=[317, 537, 333, 548]
